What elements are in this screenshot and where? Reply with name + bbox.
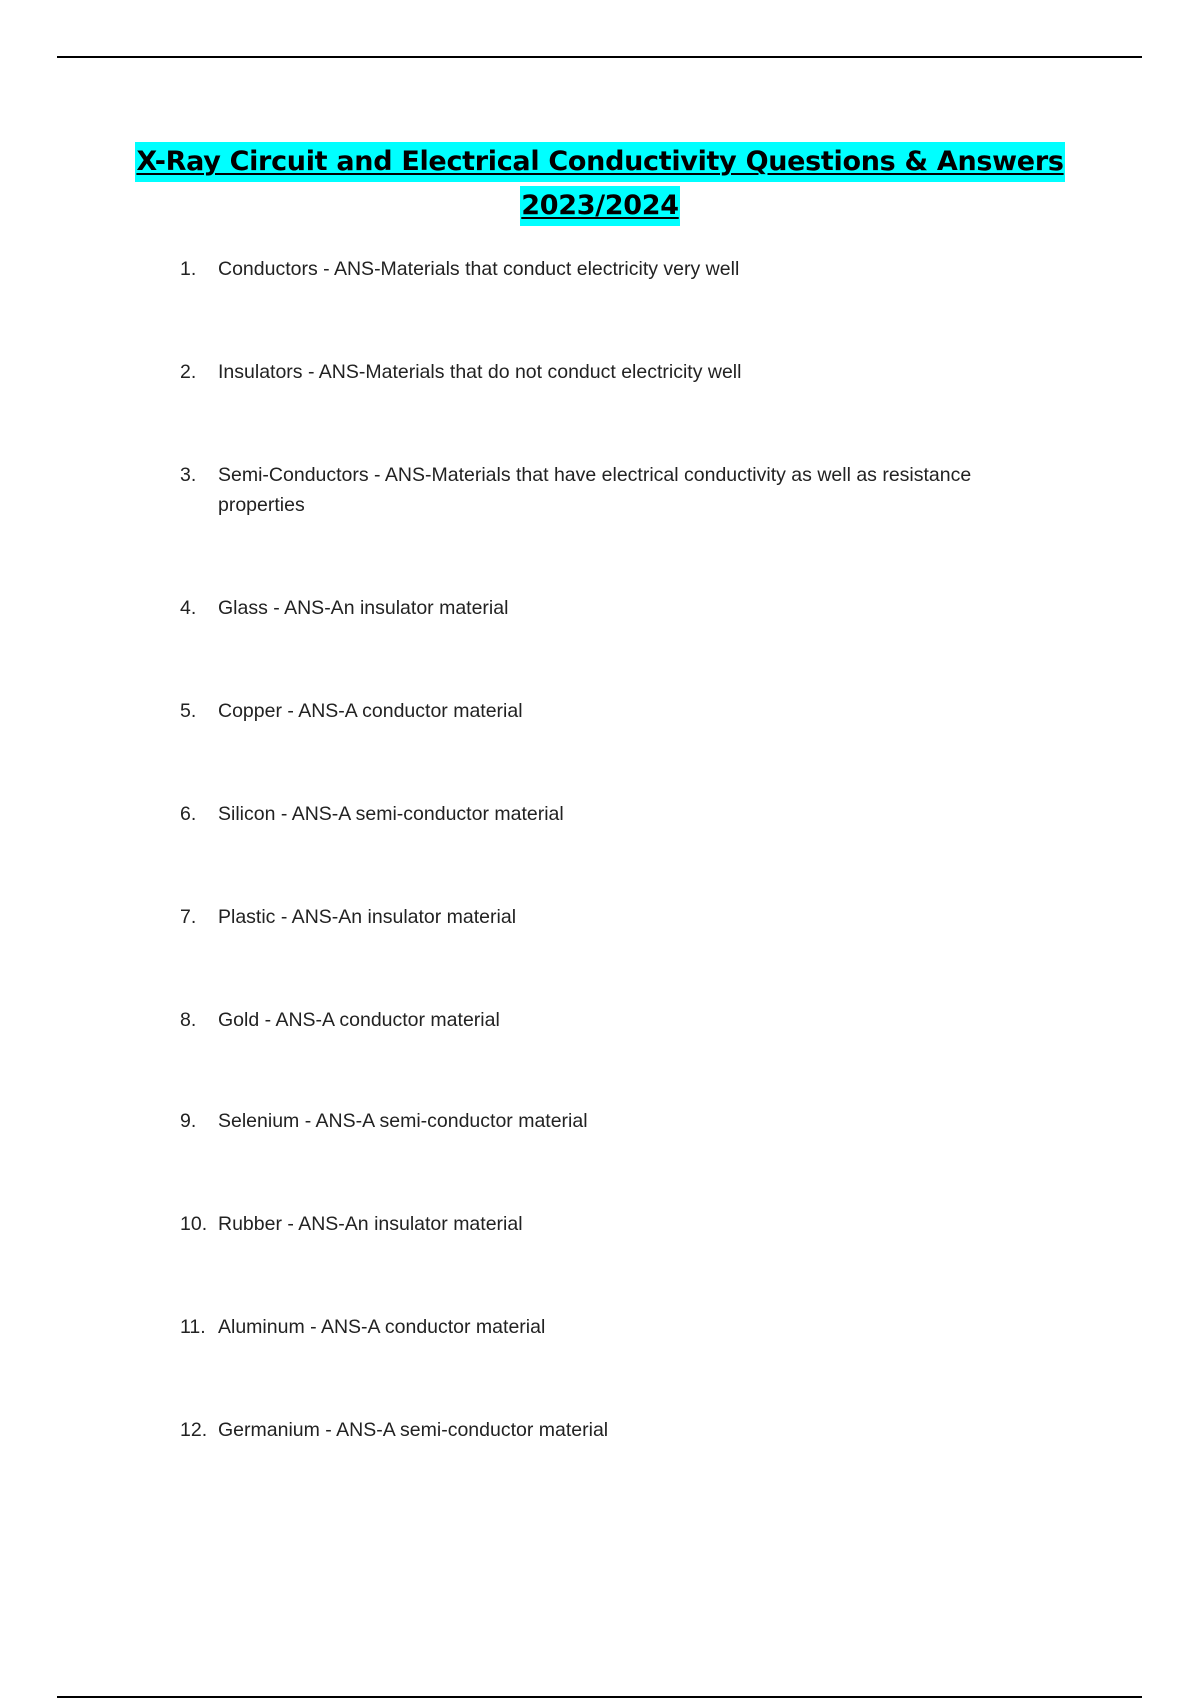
list-item: [180, 1005, 1020, 1035]
item-text: Conductors - ANS-Materials that conduct electricity very well: [218, 258, 740, 280]
list-item: [180, 902, 1020, 932]
item-text: Germanium - ANS-A semi-conductor material: [218, 1419, 609, 1441]
item-number: 6.: [180, 803, 197, 825]
item-text: Copper - ANS-A conductor material: [218, 700, 523, 722]
item-number: 5.: [180, 700, 197, 722]
title-line-2: 2023/2024: [520, 186, 679, 226]
item-number: 7.: [180, 906, 197, 928]
item-number: 11.: [180, 1316, 206, 1338]
item-number: 8.: [180, 1009, 197, 1031]
item-text: Silicon - ANS-A semi-conductor material: [218, 803, 564, 825]
item-number: 10.: [180, 1213, 208, 1235]
list-item: [180, 1312, 1020, 1342]
item-number: 4.: [180, 597, 197, 619]
item-number: 1.: [180, 258, 197, 280]
top-rule: [57, 56, 1142, 58]
item-text: Rubber - ANS-An insulator material: [218, 1213, 523, 1235]
item-text: Selenium - ANS-A semi-conductor material: [218, 1110, 588, 1132]
list-item: [180, 1106, 1020, 1136]
item-number: 12.: [180, 1419, 208, 1441]
list-item: [180, 1415, 1020, 1445]
item-text: Plastic - ANS-An insulator material: [218, 906, 517, 928]
document-title: [0, 142, 1200, 230]
title-line-1: X-Ray Circuit and Electrical Conductivity Questions & Answers: [135, 142, 1064, 182]
list-item: [180, 1209, 1020, 1239]
list-item: [180, 799, 1020, 829]
list-item: [180, 254, 1020, 284]
item-text: Gold - ANS-A conductor material: [218, 1009, 500, 1031]
list-item: [180, 593, 1020, 623]
item-number: 9.: [180, 1110, 197, 1132]
item-text: Semi-Conductors - ANS-Materials that have electrical conductivity as well as resistance properties: [218, 464, 972, 516]
list-item: [180, 460, 1020, 520]
list-item: [180, 357, 1020, 387]
item-number: 2.: [180, 361, 197, 383]
item-text: Aluminum - ANS-A conductor material: [218, 1316, 546, 1338]
item-text: Insulators - ANS-Materials that do not conduct electricity well: [218, 361, 742, 383]
bottom-rule: [57, 1696, 1142, 1698]
item-text: Glass - ANS-An insulator material: [218, 597, 509, 619]
list-item: [180, 696, 1020, 726]
item-number: 3.: [180, 464, 197, 486]
